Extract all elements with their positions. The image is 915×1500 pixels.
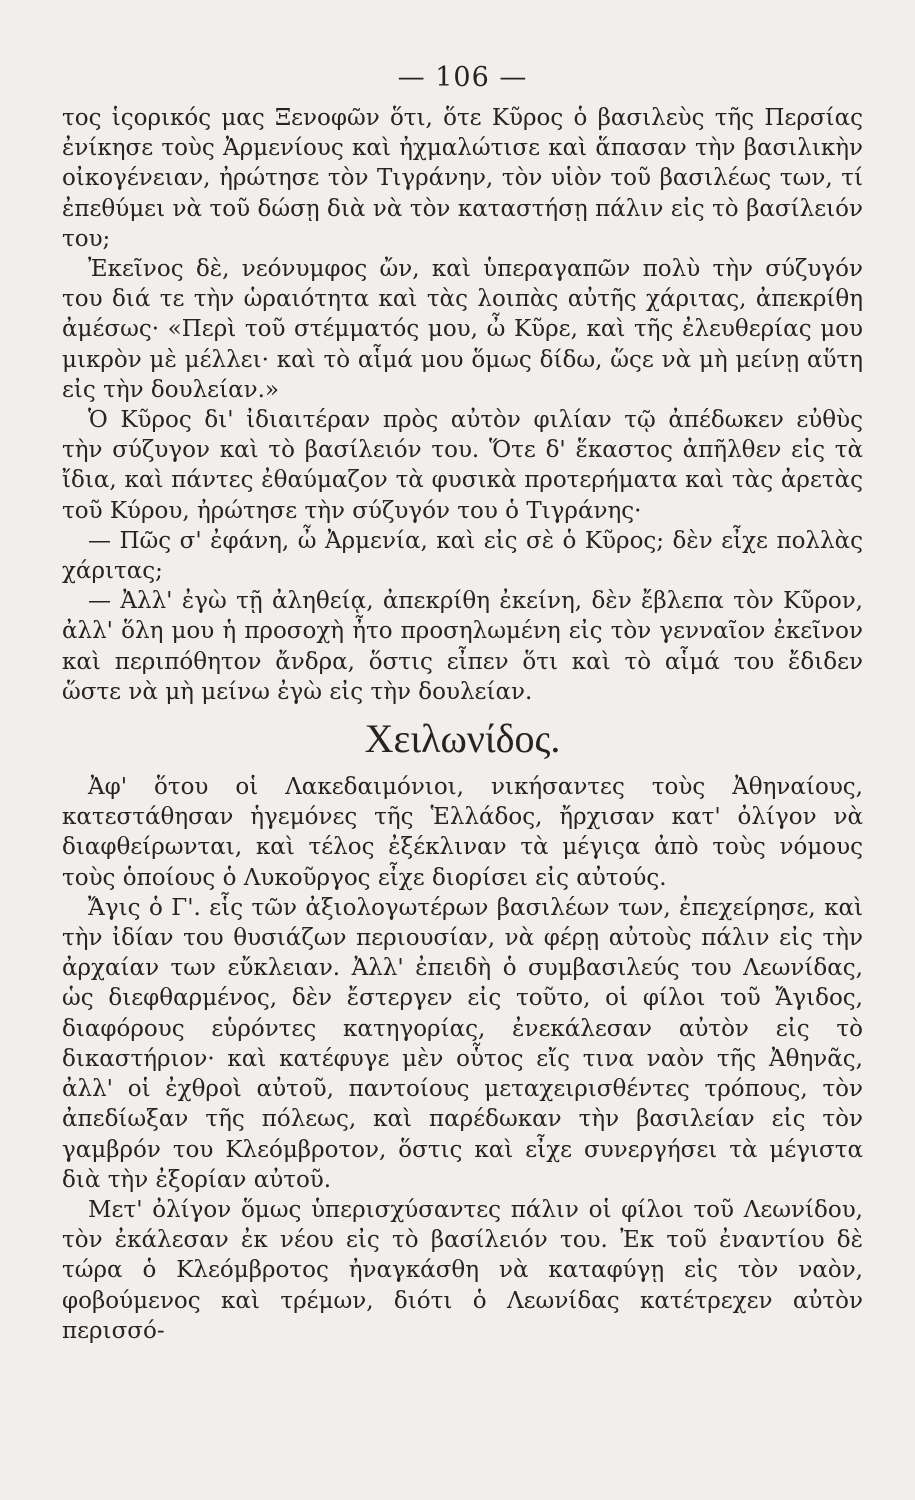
paragraph: Ὁ Κῦρος δι' ἰδιαιτέραν πρὸς αὐτὸν φιλίαν τῷ ἀπέδωκεν εὐθὺς τὴν σύζυγον καὶ τὸ βασίλειόν του. Ὅτε δ' ἕκαστος ἀπῆλθεν εἰς τὰ ἴδια, καὶ πάντες ἐθαύμαζον τὰ φυσικὰ προτερήματα καὶ τὰς ἀρετὰς τοῦ Κύρου, ἠρώτησε τὴν σύζυγόν του ὁ Τιγράνης· bbox=[62, 407, 863, 524]
paragraph: Μετ' ὀλίγον ὅμως ὑπερισχύσαντες πάλιν οἱ φίλοι τοῦ Λεωνίδου, τὸν ἐκάλεσαν ἐκ νέου εἰς τὸ βασίλειόν του. Ἐκ τοῦ ἐναντίου δὲ τώρα ὁ Κλεόμβροτος ἠναγκάσθη νὰ καταφύγῃ εἰς τὸν ναὸν, φοβούμενος καὶ τρέμων, διότι ὁ Λεωνίδας κατέτρεχεν αὐτὸν περισσό- bbox=[62, 1196, 863, 1344]
paragraph: Ἐκεῖνος δὲ, νεόνυμφος ὤν, καὶ ὑπεραγαπῶν πολὺ τὴν σύζυγόν του διά τε τὴν ὡραιότητα καὶ τὰς λοιπὰς αὐτῆς χάριτας, ἀπεκρίθη ἀμέσως· «Περὶ τοῦ στέμματός μου, ὦ Κῦρε, καὶ τῆς ἐλευθερίας μου μικρὸν μὲ μέλλει· καὶ τὸ αἷμά μου ὅμως δίδω, ὥςε νὰ μὴ μείνῃ αὕτη εἰς τὴν δουλείαν.» bbox=[62, 256, 863, 403]
paragraph: Ἄγις ὁ Γ'. εἷς τῶν ἀξιολογωτέρων βασιλέων των, ἐπεχείρησε, καὶ τὴν ἰδίαν του θυσιάζων περιουσίαν, νὰ φέρῃ αὐτοὺς πάλιν εἰς τὴν ἀρχαίαν των εὔκλειαν. Ἀλλ' ἐπειδὴ ὁ συμβασιλεύς του Λεωνίδας, ὡς διεφθαρμένος, δὲν ἔστεργεν εἰς τοῦτο, οἱ φίλοι τοῦ Ἄγιδος, διαφόρους εὑρόντες κατηγορίας, ἐνεκάλεσαν αὐτὸν εἰς τὸ δικαστήριον· καὶ κατέφυγε μὲν οὗτος εἴς τινα ναὸν τῆς Ἀθηνᾶς, ἀλλ' οἱ ἐχθροὶ αὐτοῦ, παντοίους μεταχειρισθέντες τρόπους, τὸν ἀπεδίωξαν τῆς πόλεως, καὶ παρέδωκαν τὴν βασιλείαν εἰς τὸν γαμβρόν του Κλεόμβροτον, ὅστις καὶ εἶχε συνεργήσει τὰ μέγιστα διὰ τὴν ἐξορίαν αὐτοῦ. bbox=[62, 894, 863, 1193]
paragraph: Ἀφ' ὅτου οἱ Λακεδαιμόνιοι, νικήσαντες τοὺς Ἀθηναίους, κατεστάθησαν ἡγεμόνες τῆς Ἑλλάδος, ἤρχισαν κατ' ὀλίγον νὰ διαφθείρωνται, καὶ τέλος ἐξέκλιναν τὰ μέγιςα ἀπὸ τοὺς νόμους τοὺς ὁποίους ὁ Λυκοῦργος εἶχε διορίσει εἰς αὐτούς. bbox=[62, 774, 863, 891]
paragraph: τος ἱςορικός μας Ξενοφῶν ὅτι, ὅτε Κῦρος ὁ βασιλεὺς τῆς Περσίας ἐνίκησε τοὺς Ἀρμενίους καὶ ἠχμαλώτισε καὶ ἅπασαν τὴν βασιλικὴν οἰκογένειαν, ἠρώτησε τὸν Τιγράνην, τὸν υἱὸν τοῦ βασιλέως των, τί ἐπεθύμει νὰ τοῦ δώσῃ διὰ νὰ τὸν καταστήσῃ πάλιν εἰς τὸ βασίλειόν του; bbox=[62, 105, 863, 252]
dialogue-line: — Πῶς σ' ἐφάνη, ὦ Ἀρμενία, καὶ εἰς σὲ ὁ Κῦρος; δὲν εἶχε πολλὰς χάριτας; bbox=[62, 527, 863, 585]
dialogue-line: — Ἀλλ' ἐγὼ τῇ ἀληθείᾳ, ἀπεκρίθη ἐκείνη, δὲν ἔβλεπα τὸν Κῦρον, ἀλλ' ὅλη μου ἡ προσοχὴ ἦτο προσηλωμένη εἰς τὸν γενναῖον ἐκεῖνον καὶ περιπόθητον ἄνδρα, ὅστις εἶπεν ὅτι καὶ τὸ αἷμά του ἔδιδεν ὥστε νὰ μὴ μείνω ἐγὼ εἰς τὴν δουλείαν. bbox=[62, 588, 863, 705]
page-number: — 106 — bbox=[397, 62, 528, 93]
section-title: Χειλωνίδος. bbox=[364, 716, 561, 762]
